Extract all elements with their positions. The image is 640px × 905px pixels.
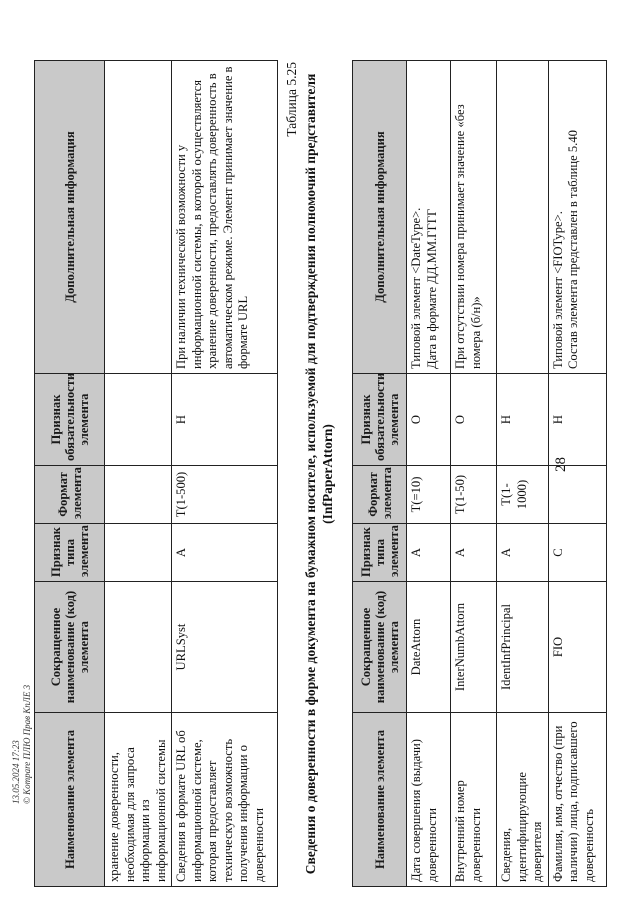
cell-required: О: [451, 374, 497, 466]
cell-required: [105, 374, 172, 466]
info-line: Дата в формате ДД.ММ.ГГГГ: [424, 208, 439, 369]
info-line: Типовой элемент <FIOType>.: [550, 211, 565, 369]
cell-info: [451, 61, 497, 374]
column-header: Формат элемента: [353, 466, 407, 524]
cell-type: А: [497, 524, 549, 582]
table-row: [172, 61, 278, 887]
column-header: Формат элемента: [35, 466, 105, 524]
table-title-code: (InfPaperAttorn): [320, 424, 335, 524]
column-header: Сокращенное наименование (код) элемента: [35, 582, 105, 713]
cell-format: T(1-500): [172, 466, 278, 524]
cell-type: А: [407, 524, 451, 582]
table-title: [302, 61, 336, 887]
cell-name: Внутренний номер доверенности: [451, 713, 497, 887]
cell-code: InterNumbAttorn: [451, 582, 497, 713]
table-title-line: Сведения о доверенности в форме документа на бумажном носителе, используемой для подтверждения полномочий представителя: [303, 73, 318, 875]
cell-info: [407, 61, 451, 374]
table-row: [548, 61, 606, 887]
cell-info: При наличии технической возможности у информационной системы, в которой осуществляется хранение доверенности, предоставлять доверенность в автоматическом режиме. Элемент принимает значение в формате URL: [172, 61, 278, 374]
cell-type: А: [172, 524, 278, 582]
cell-format: T(=10): [407, 466, 451, 524]
cell-info: [105, 61, 172, 374]
column-header: Признак обязательности элемента: [353, 374, 407, 466]
column-header: Наименование элемента: [353, 713, 407, 887]
column-header: Признак типа элемента: [353, 524, 407, 582]
column-header: Признак обязательности элемента: [35, 374, 105, 466]
cell-format: [105, 466, 172, 524]
table-header-row: [353, 61, 407, 887]
cell-required: О: [407, 374, 451, 466]
table-5-25: [352, 60, 607, 887]
column-header: Наименование элемента: [35, 713, 105, 887]
cell-code: DateAttorn: [407, 582, 451, 713]
cell-info: [548, 61, 606, 374]
cell-code: [105, 582, 172, 713]
table-row: [451, 61, 497, 887]
column-header: Сокращенное наименование (код) элемента: [353, 582, 407, 713]
stamp-source: © Kompare ПЛЮ Прав КпЛЕ 3: [22, 684, 32, 804]
cell-name: хранение доверенности, необходимая для запроса информации из информационной системы: [105, 713, 172, 887]
timestamp-stamp: [11, 544, 33, 804]
stamp-date: 13.05.2024 17:23: [11, 740, 21, 804]
table-label: Таблица 5.25: [284, 62, 299, 137]
cell-type: С: [548, 524, 606, 582]
column-header: Признак типа элемента: [35, 524, 105, 582]
info-line: При отсутствии номера принимает значение «без номера (б/н)»: [453, 104, 483, 369]
cell-code: URLSyst: [172, 582, 278, 713]
info-line: Типовой элемент <DateType>.: [409, 207, 423, 369]
cell-info: [497, 61, 549, 374]
column-header: Дополнительная информация: [353, 61, 407, 374]
cell-required: Н: [548, 374, 606, 466]
table-header-row: [35, 61, 105, 887]
cell-format: [548, 466, 606, 524]
cell-type: А: [451, 524, 497, 582]
rotated-content: [0, 52, 598, 897]
table-row: [407, 61, 451, 887]
info-line: Состав элемента представлен в таблице 5.40: [566, 130, 580, 369]
column-header: Дополнительная информация: [35, 61, 105, 374]
cell-required: Н: [497, 374, 549, 466]
page-number: 28: [553, 457, 569, 472]
table-row: [497, 61, 549, 887]
cell-code: IdentInfPrincipal: [497, 582, 549, 713]
cell-format: T(1-50): [451, 466, 497, 524]
cell-name: Фамилия, имя, отчество (при наличии) лица, подписавшего доверенность: [548, 713, 606, 887]
cell-required: Н: [172, 374, 278, 466]
cell-format: T(1-1000): [497, 466, 549, 524]
table-continuation: [34, 60, 278, 887]
table-row: [105, 61, 172, 887]
cell-type: [105, 524, 172, 582]
cell-code: FIO: [548, 582, 606, 713]
cell-name: Дата совершения (выдачи) доверенности: [407, 713, 451, 887]
cell-name: Сведения, идентифицирующие доверителя: [497, 713, 549, 887]
cell-name: Сведения в формате URL об информационной системе, которая предоставляет техническую возможность получения информации о доверенности: [172, 713, 278, 887]
